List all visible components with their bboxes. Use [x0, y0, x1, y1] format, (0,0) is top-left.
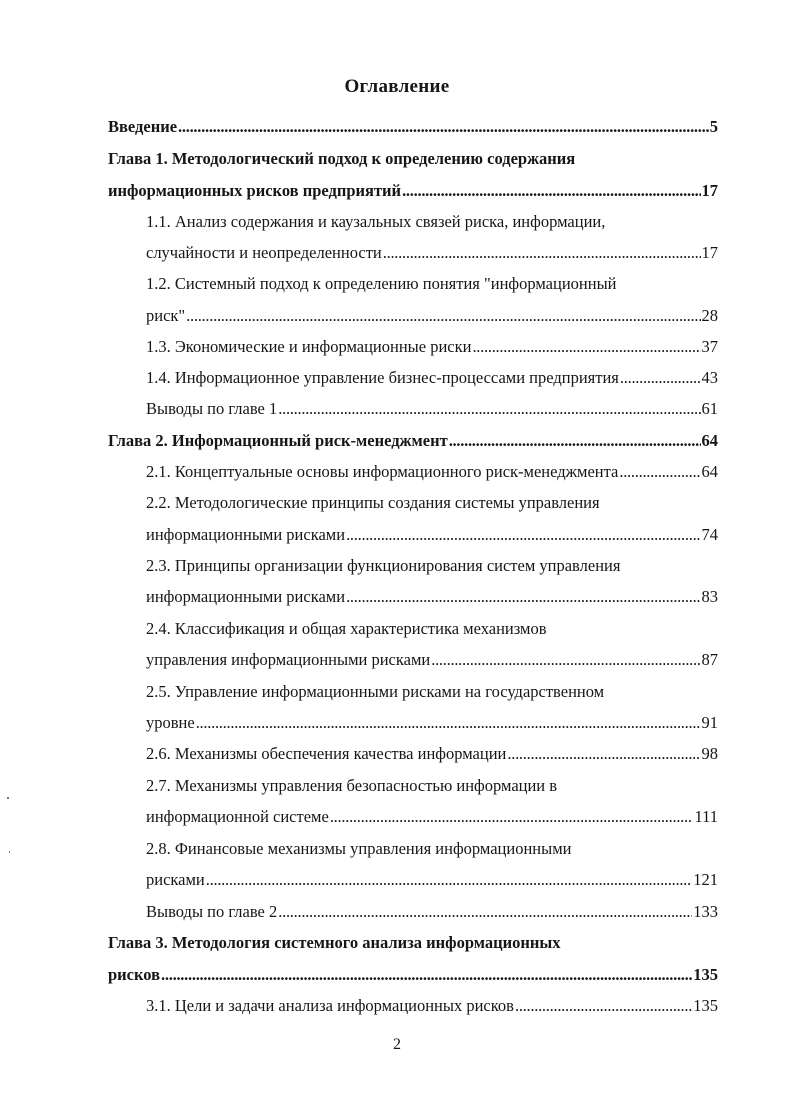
- toc-entry-conclusions-2[interactable]: [146, 901, 718, 923]
- toc-page-number: 5: [709, 117, 718, 136]
- dot-leader: [161, 964, 692, 986]
- toc-entry-section-2-7[interactable]: [146, 775, 718, 797]
- dot-leader: [507, 743, 700, 765]
- dot-leader: [178, 116, 709, 138]
- toc-entry-text: Выводы по главе 2: [146, 902, 278, 921]
- toc-entry-section-2-7-cont[interactable]: [146, 806, 718, 828]
- toc-entry-section-1-2-cont[interactable]: [146, 305, 718, 327]
- toc-entry-text: информационными рисками: [146, 587, 346, 606]
- dot-leader: [449, 430, 701, 452]
- dot-leader: [619, 461, 700, 483]
- toc-entry-section-2-6[interactable]: [146, 743, 718, 765]
- page-number: 2: [393, 1036, 401, 1053]
- toc-entry-text: 1.3. Экономические и информационные риски: [146, 337, 472, 356]
- toc-entry-section-2-3-cont[interactable]: [146, 586, 718, 608]
- toc-page-number: 111: [694, 807, 718, 826]
- toc-entry-section-1-2[interactable]: [146, 273, 718, 295]
- dot-leader: [472, 336, 700, 358]
- toc-page-number: 74: [701, 525, 718, 544]
- dot-leader: [402, 180, 700, 202]
- toc-page-number: 61: [701, 399, 718, 418]
- toc-entry-section-2-2-cont[interactable]: [146, 524, 718, 546]
- toc-entry-chapter-1-cont[interactable]: [108, 180, 718, 202]
- dot-leader: [346, 524, 700, 546]
- toc-entry-chapter-1[interactable]: [108, 148, 718, 170]
- dot-leader: [431, 649, 700, 671]
- toc-entry-text: Глава 1. Методологический подход к определению содержания: [108, 149, 576, 168]
- toc-entry-text: информационной системе: [146, 807, 329, 826]
- toc-entry-text: уровне: [146, 713, 195, 732]
- toc-entry-section-1-1[interactable]: [146, 211, 718, 233]
- toc-page-number: 98: [701, 744, 718, 763]
- toc-entry-section-2-8-cont[interactable]: [146, 869, 718, 891]
- toc-entry-chapter-3-cont[interactable]: [108, 964, 718, 986]
- scan-speck: [9, 851, 10, 853]
- dot-leader: [186, 305, 700, 327]
- dot-leader: [515, 995, 692, 1017]
- toc-entry-introduction[interactable]: [108, 116, 718, 138]
- dot-leader: [383, 242, 701, 264]
- toc-entry-text: 2.2. Методологические принципы создания системы управления: [146, 493, 600, 512]
- toc-entry-section-2-2[interactable]: [146, 492, 718, 514]
- toc-page-number: 64: [701, 462, 718, 481]
- dot-leader: [330, 806, 694, 828]
- toc-entry-text: управления информационными рисками: [146, 650, 431, 669]
- toc-entry-text: 1.4. Информационное управление бизнес-процессами предприятия: [146, 368, 619, 387]
- toc-entry-section-2-3[interactable]: [146, 555, 718, 577]
- toc-entry-text: Глава 2. Информационный риск-менеджмент: [108, 431, 448, 450]
- dot-leader: [206, 869, 692, 891]
- toc-entry-text: 2.4. Классификация и общая характеристика механизмов: [146, 619, 547, 638]
- toc-page-number: 87: [701, 650, 718, 669]
- toc-entry-chapter-2[interactable]: [108, 430, 718, 452]
- toc-page-number: 121: [693, 870, 718, 889]
- toc-entry-section-1-4[interactable]: [146, 367, 718, 389]
- toc-title: Оглавление: [344, 76, 450, 97]
- toc-page-number: 28: [701, 306, 718, 325]
- toc-page-number: 37: [701, 337, 718, 356]
- dot-leader: [346, 586, 700, 608]
- toc-entry-text: 2.6. Механизмы обеспечения качества информации: [146, 744, 507, 763]
- toc-entry-section-2-5[interactable]: [146, 681, 718, 703]
- dot-leader: [196, 712, 701, 734]
- toc-entry-text: 2.7. Механизмы управления безопасностью информации в: [146, 776, 558, 795]
- toc-entry-chapter-3[interactable]: [108, 932, 718, 954]
- toc-entry-text: случайности и неопределенности: [146, 243, 382, 262]
- toc-entry-text: риск": [146, 306, 186, 325]
- scan-speck: [7, 797, 9, 799]
- toc-entry-text: рисками: [146, 870, 205, 889]
- toc-page-number: 43: [701, 368, 718, 387]
- toc-entry-text: информационных рисков предприятий: [108, 181, 402, 200]
- toc-entry-text: 3.1. Цели и задачи анализа информационных рисков: [146, 996, 514, 1015]
- toc-page-number: 17: [701, 243, 718, 262]
- toc-entry-text: 2.1. Концептуальные основы информационного риск-менеджмента: [146, 462, 619, 481]
- toc-entry-section-2-5-cont[interactable]: [146, 712, 718, 734]
- toc-entry-conclusions-1[interactable]: [146, 398, 718, 420]
- toc-entry-section-2-4[interactable]: [146, 618, 718, 640]
- toc-entry-text: 2.8. Финансовые механизмы управления информационными: [146, 839, 572, 858]
- toc-entry-text: Глава 3. Методология системного анализа информационных: [108, 933, 561, 952]
- toc-page-number: 17: [701, 181, 718, 200]
- dot-leader: [278, 901, 692, 923]
- toc-entry-text: Введение: [108, 117, 178, 136]
- toc-entry-section-2-1[interactable]: [146, 461, 718, 483]
- toc-entry-section-1-3[interactable]: [146, 336, 718, 358]
- toc-page-number: 91: [701, 713, 718, 732]
- toc-entry-text: 2.3. Принципы организации функционирования систем управления: [146, 556, 621, 575]
- toc-page-number: 135: [693, 996, 718, 1015]
- toc-entry-text: информационными рисками: [146, 525, 346, 544]
- toc-entry-text: 2.5. Управление информационными рисками на государственном: [146, 682, 605, 701]
- dot-leader: [620, 367, 701, 389]
- toc-page-number: 135: [693, 965, 718, 984]
- toc-entry-text: 1.1. Анализ содержания и каузальных связей риска, информации,: [146, 212, 606, 231]
- toc-entry-section-1-1-cont[interactable]: [146, 242, 718, 264]
- toc-entry-section-2-4-cont[interactable]: [146, 649, 718, 671]
- toc-page-number: 64: [701, 431, 718, 450]
- toc-entry-text: Выводы по главе 1: [146, 399, 278, 418]
- toc-page-number: 133: [693, 902, 718, 921]
- toc-entry-section-3-1[interactable]: [146, 995, 718, 1017]
- toc-entry-section-2-8[interactable]: [146, 838, 718, 860]
- toc-entry-text: 1.2. Системный подход к определению понятия "информационный: [146, 274, 617, 293]
- dot-leader: [278, 398, 700, 420]
- toc-page-number: 83: [701, 587, 718, 606]
- toc-entry-text: рисков: [108, 965, 161, 984]
